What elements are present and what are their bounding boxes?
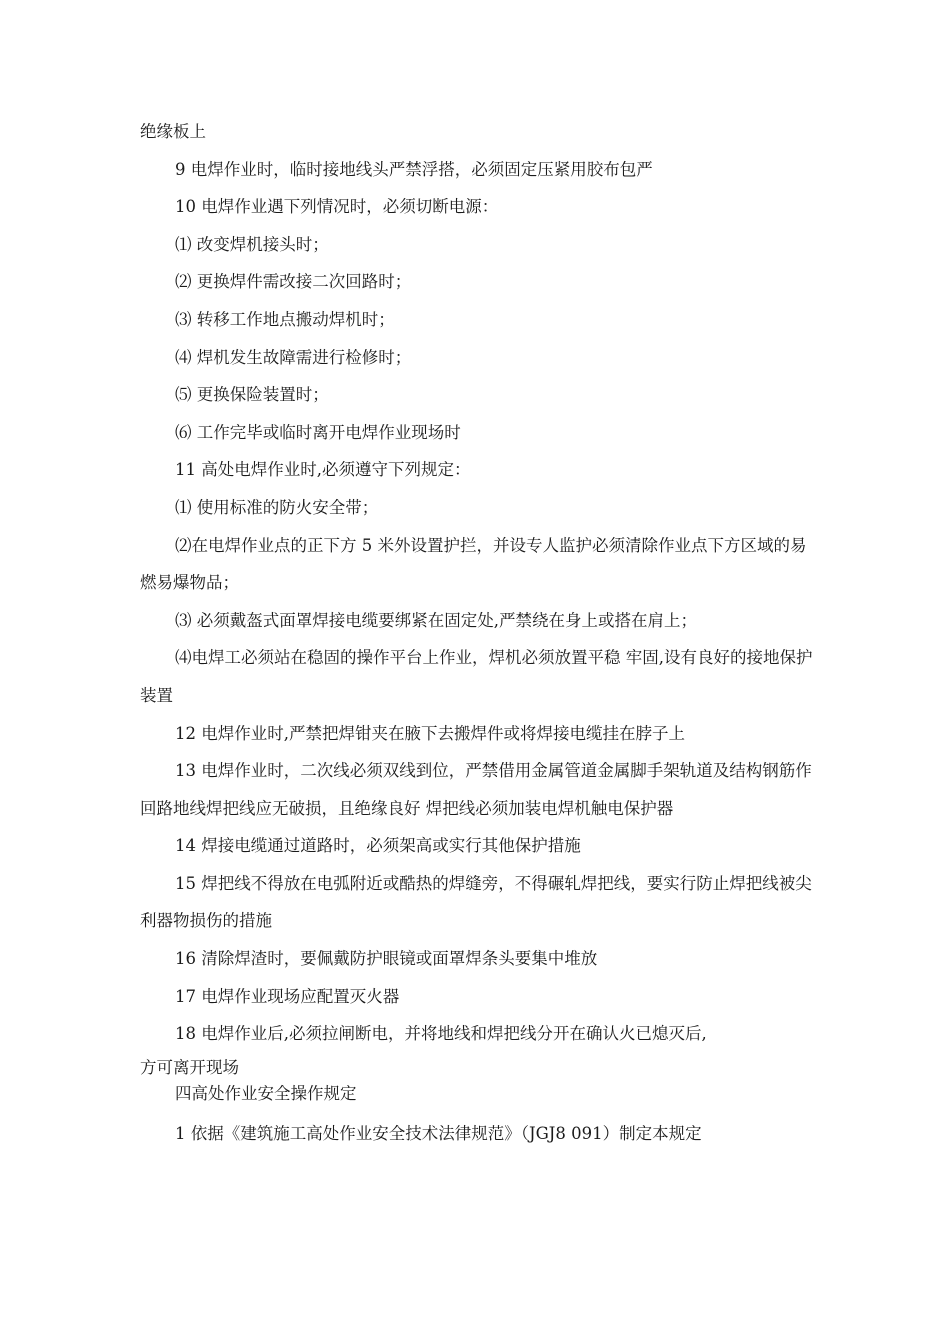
rule-item-10: 10 电焊作业遇下列情况时，必须切断电源： bbox=[175, 197, 499, 217]
sub-item-11-2: ⑵在电焊作业点的正下方 5 米外设置护拦，并设专人监护必须清除作业点下方区域的易燃易爆物品； bbox=[140, 535, 807, 593]
rule-item-12: 12 电焊作业时,严禁把焊钳夹在腋下去搬焊件或将焊接电缆挂在脖子上 bbox=[175, 723, 685, 743]
sub-item-11-4: ⑷电焊工必须站在稳固的操作平台上作业，焊机必须放置平稳 牢固,设有良好的接地保护装置 bbox=[140, 648, 813, 705]
sub-item-10-3: ⑶ 转移工作地点搬动焊机时； bbox=[175, 309, 395, 329]
document-body bbox=[140, 113, 820, 1152]
rule-item-17: 17 电焊作业现场应配置灭火器 bbox=[175, 986, 400, 1006]
sub-item-10-2: ⑵ 更换焊件需改接二次回路时； bbox=[175, 272, 412, 292]
rule-item-16: 16 清除焊渣时，要佩戴防护眼镜或面罩焊条头要集中堆放 bbox=[175, 949, 598, 969]
sub-item-10-4: ⑷ 焊机发生故障需进行检修时； bbox=[175, 347, 412, 367]
sub-item-10-5: ⑸ 更换保险装置时； bbox=[175, 385, 329, 405]
rule-item-13: 13 电焊作业时，二次线必须双线到位，严禁借用金属管道金属脚手架轨道及结构钢筋作回路地线焊把线应无破损，且绝缘良好 焊把线必须加装电焊机触电保护器 bbox=[140, 761, 812, 818]
rule-item-15: 15 焊把线不得放在电弧附近或酷热的焊缝旁，不得碾轧焊把线，要实行防止焊把线被尖利器物损伤的措施 bbox=[140, 873, 812, 931]
rule-item-11: 11 高处电焊作业时,必须遵守下列规定： bbox=[175, 460, 471, 480]
sub-item-10-1: ⑴ 改变焊机接头时； bbox=[175, 234, 329, 254]
sub-item-10-6: ⑹ 工作完毕或临时离开电焊作业现场时 bbox=[175, 422, 461, 442]
section-item-1: 1 依据《建筑施工高处作业安全技术法律规范》（JGJ8 091）制定本规定 bbox=[175, 1123, 702, 1143]
paragraph-continuation: 绝缘板上 bbox=[140, 122, 206, 141]
rule-item-9: 9 电焊作业时，临时接地线头严禁浮搭，必须固定压紧用胶布包严 bbox=[175, 159, 653, 179]
sub-item-11-1: ⑴ 使用标准的防火安全带； bbox=[175, 497, 379, 517]
rule-item-18: 18 电焊作业后,必须拉闸断电，并将地线和焊把线分开在确认火已熄灭后, bbox=[175, 1024, 707, 1044]
sub-item-11-3: ⑶ 必须戴盔式面罩焊接电缆要绑紧在固定处,严禁绕在身上或搭在肩上； bbox=[175, 610, 697, 630]
rule-item-14: 14 焊接电缆通过道路时，必须架高或实行其他保护措施 bbox=[175, 836, 581, 856]
rule-item-18-continuation: 方可离开现场 bbox=[140, 1057, 239, 1077]
section-heading: 四高处作业安全操作规定 bbox=[175, 1083, 357, 1103]
